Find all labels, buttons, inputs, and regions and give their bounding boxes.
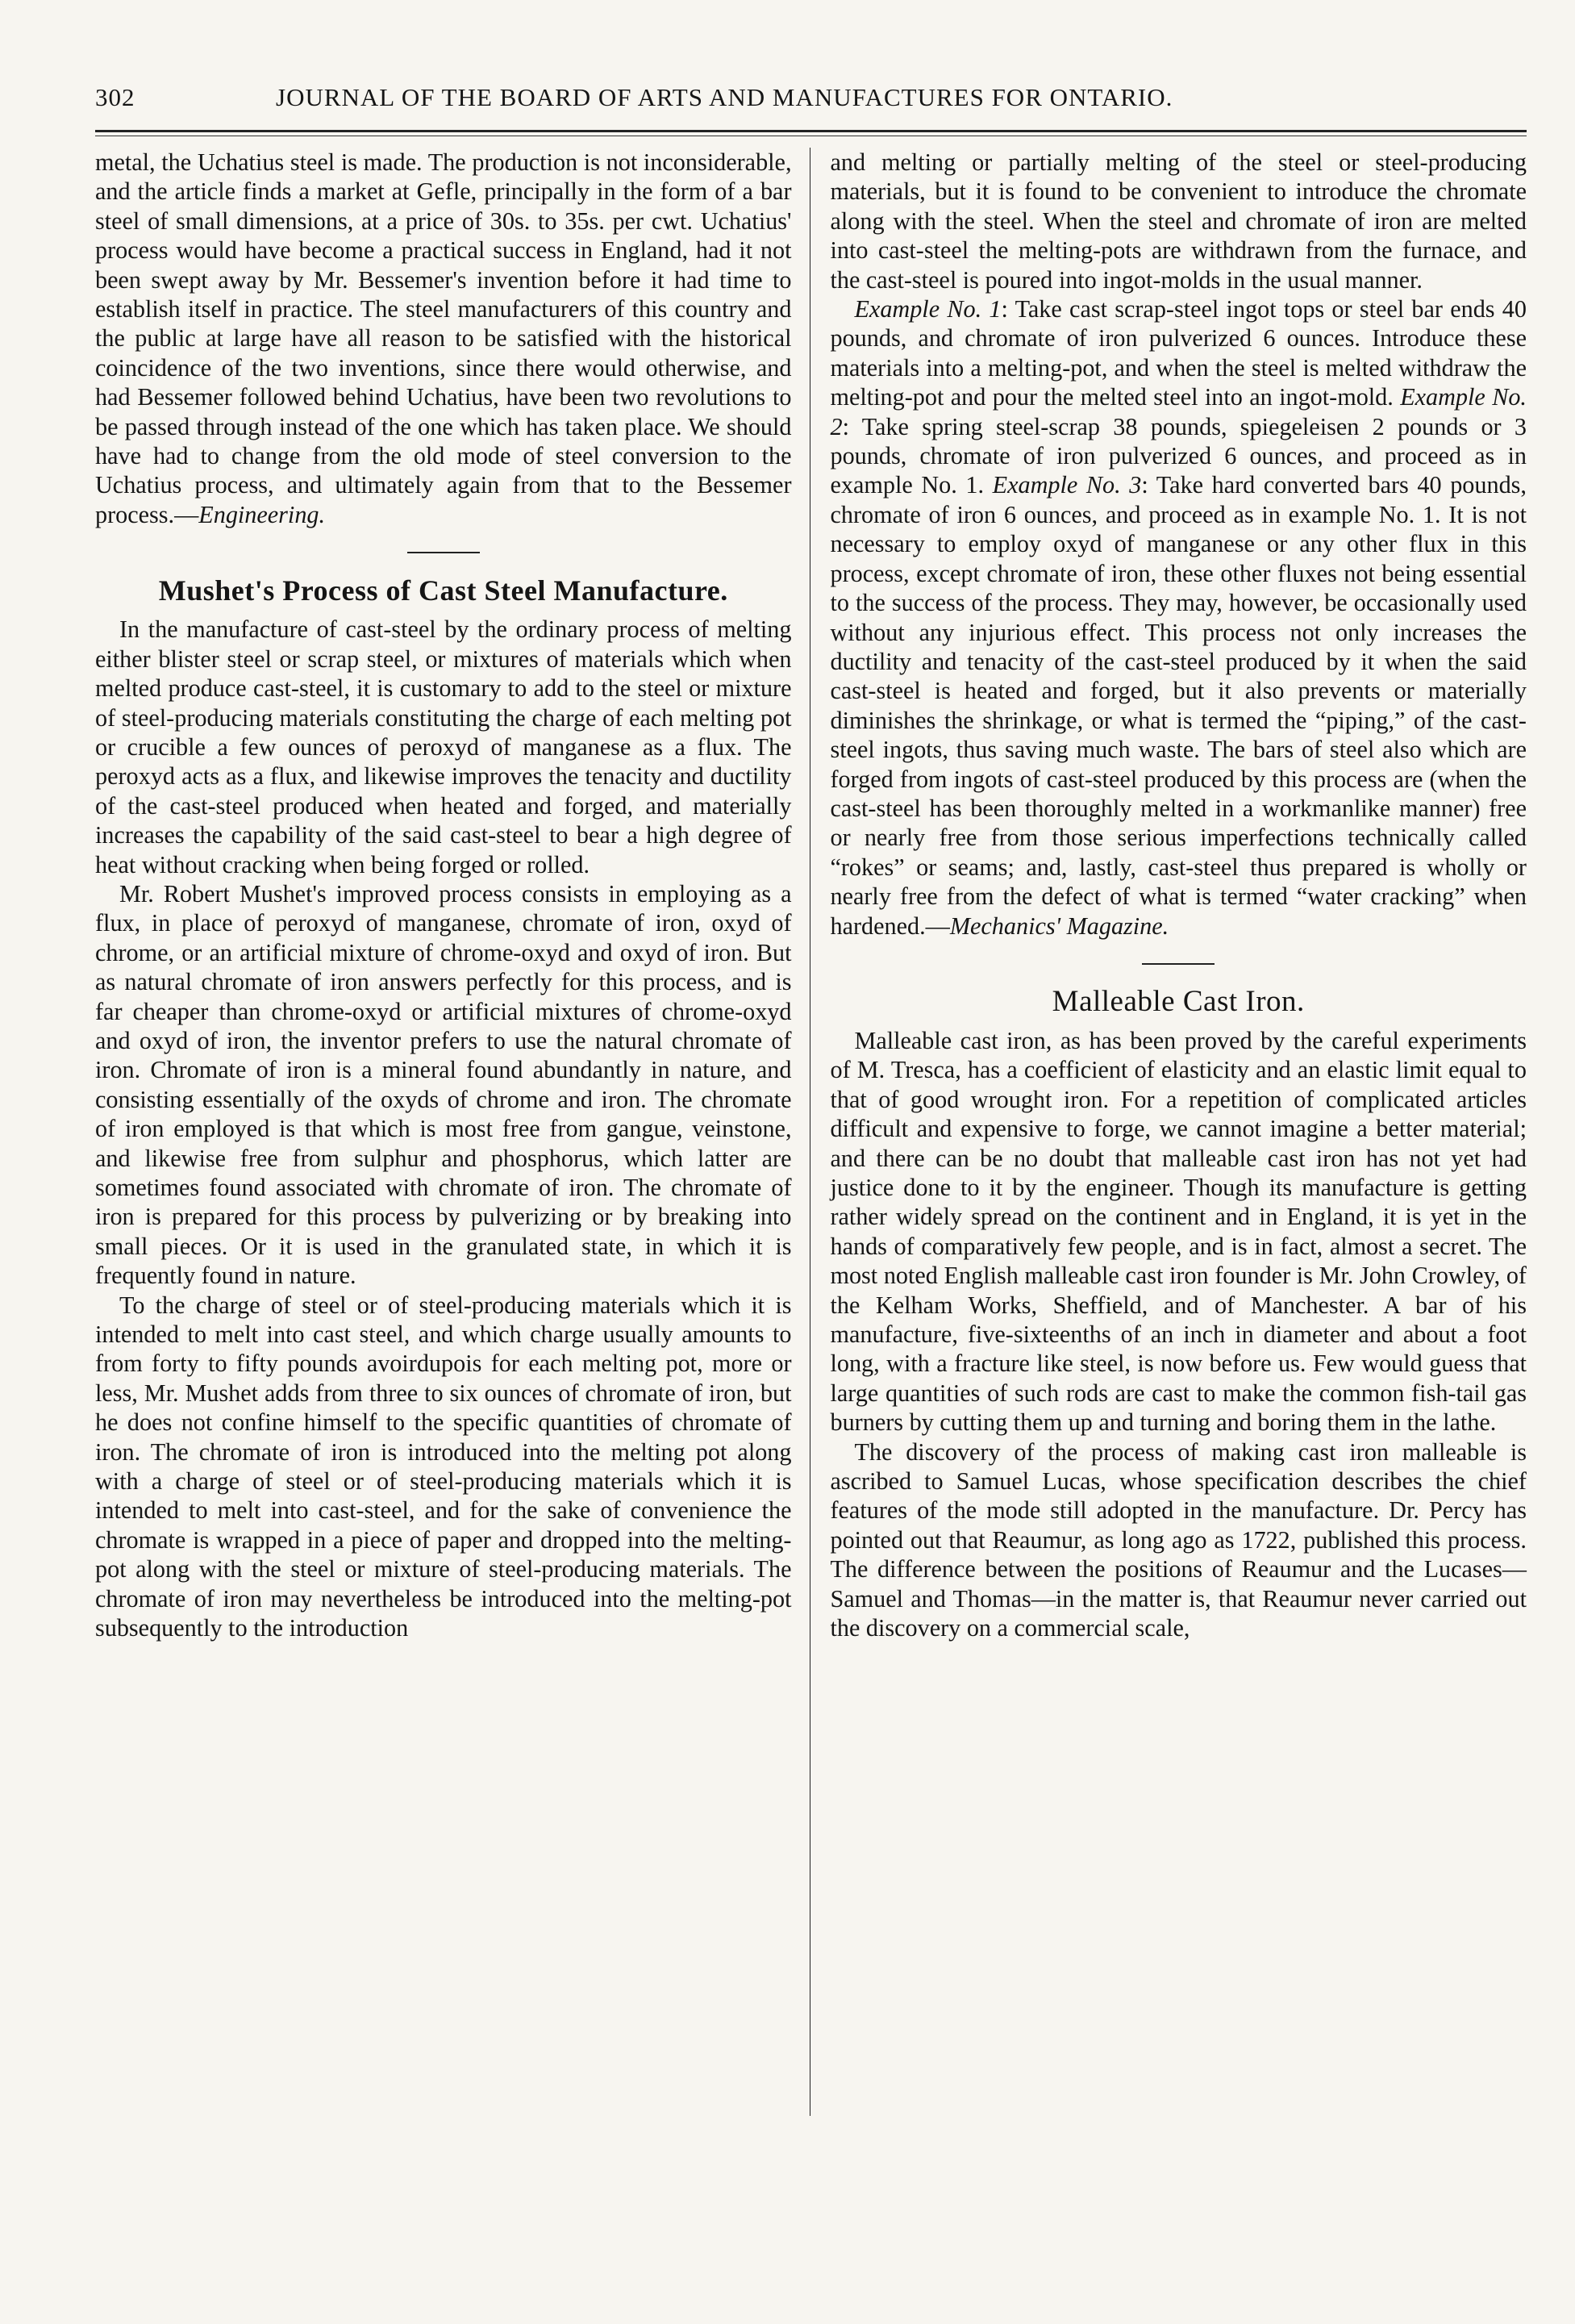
malleable-paragraph-2: The discovery of the process of making cast iron malleable is ascribed to Samuel Lucas, whose specification describes the chief features of the mode still adopted in the manufacture. Dr. Percy has pointed out that Reaumur, as long ago as 1722, published this process. The difference between the positions of Reaumur and the Lucases—Samuel and Thomas—in the matter is, that Reaumur never carried out the discovery on a commercial scale, <box>830 1437 1527 1642</box>
running-head: JOURNAL OF THE BOARD OF ARTS AND MANUFACTURES FOR ONTARIO. <box>276 83 1173 111</box>
right-column <box>830 148 1527 2116</box>
uchatius-text: metal, the Uchatius steel is made. The production is not inconsiderable, and the article finds a market at Gefle, principally in the form of a bar steel of small dimensions, at a price of 30s. to 35s. per cwt. Uchatius' process would have become a practical success in England, had it not been swept away by Mr. Bessemer's invention before it had time to establish itself in practice. The steel manufacturers of this country and the public at large have all reason to be satisfied with the historical coincidence of the two inventions, since there would otherwise, and had Bessemer followed behind Uchatius, have been two revolutions to be passed through instead of the one which has taken place. We should have had to change from the old mode of steel conversion to the Uchatius process, and ultimately again from that to the Bessemer process.— <box>95 148 792 528</box>
column-divider <box>810 148 811 2116</box>
uchatius-paragraph <box>95 148 792 529</box>
mushet-paragraph-2: Mr. Robert Mushet's improved process consists in employing as a flux, in place of peroxyd of manganese, chromate of iron, oxyd of chrome, or an artificial mixture of chrome-oxyd and oxyd of iron. But as natural chromate of iron answers perfectly for this process, and is far cheaper than chrome-oxyd or artificial mixtures of chrome-oxyd and oxyd of iron, the inventor prefers to use the natural chromate of iron. Chromate of iron is a mineral found abundantly in nature, and consisting essentially of the oxyds of chrome and iron. The chromate of iron employed is that which is most free from gangue, veinstone, and likewise free from sulphur and phosphorus, which latter are sometimes found associated with chromate of iron. The chromate of iron is prepared for this process by pulverizing or by breaking into small pieces. Or it is used in the granulated state, in which it is frequently found in nature. <box>95 879 792 1290</box>
example-3-label: Example No. 3 <box>992 471 1142 499</box>
malleable-paragraph-1: Malleable cast iron, as has been proved by the careful experiments of M. Tresca, has a coefficient of elasticity and an elastic limit equal to that of good wrought iron. For a repetition of complicated articles difficult and expensive to forge, we cannot imagine a better material; and there can be no doubt that malleable cast iron has not yet had justice done to it by the engineer. Though its manufacture is getting rather widely spread on the continent and in England, it is yet in the hands of comparatively few people, and is in fact, almost a secret. The most noted English malleable cast iron founder is Mr. John Crowley, of the Kelham Works, Sheffield, and of Manchester. A bar of his manufacture, five-sixteenths of an inch in diameter and about a foot long, with a fracture like steel, is now before us. Few would guess that large quantities of such rods are cast to make the common fish-tail gas burners by cutting them up and turning and boring them in the lathe. <box>830 1026 1527 1437</box>
mushet-continuation: and melting or partially melting of the steel or steel-producing materials, but it is found to be convenient to introduce the chromate along with the steel. When the steel and chromate of iron are melted into cast-steel the melting-pots are withdrawn from the furnace, and the cast-steel is poured into ingot-molds in the usual manner. <box>830 148 1527 294</box>
example-2-label: Example No. 2 <box>830 383 1527 440</box>
example-3-text: : Take hard converted bars 40 pounds, chromate of iron 6 ounces, and proceed as in example No. 1. It is not necessary to employ oxyd of manganese or any other flux in this process, except chromate of iron, these other fluxes not being essential to the success of the process. They may, however, be occasionally used without any injurious effect. This process not only increases the ductility and tenacity of the cast-steel produced by it when the said cast-steel is heated and forged, but it also prevents or materially diminishes the shrinkage, or what is termed the “piping,” of the cast-steel ingots, thus saving much waste. The bars of steel also which are forged from ingots of cast-steel produced by this process are (when the cast-steel has been thoroughly melted in a workmanlike manner) free or nearly free from those serious imperfections technically called “rokes” or seams; and, lastly, cast-steel thus prepared is wholly or nearly free from the defect of what is termed “water cracking” when hardened.— <box>830 471 1527 940</box>
page-number: 302 <box>95 83 135 111</box>
source-engineering: Engineering. <box>198 500 326 528</box>
examples-paragraph <box>830 294 1527 941</box>
source-mechanics-magazine: Mechanics' Magazine. <box>949 912 1169 940</box>
mushet-article-title: Mushet's Process of Cast Steel Manufacture. <box>158 574 728 607</box>
left-column <box>95 148 810 2116</box>
section-divider-2 <box>1142 963 1215 965</box>
example-1-label: Example No. 1 <box>854 295 1002 323</box>
two-column-body <box>95 148 1527 2116</box>
page-header <box>95 85 1527 120</box>
example-1-text: : Take cast scrap-steel ingot tops or steel bar ends 40 pounds, and chromate of iron pulverized 6 ounces. Introduce these materials into a melting-pot, and when the steel is melted withdraw the melting-pot and pour the melted steel into an ingot-mold. <box>830 295 1527 411</box>
header-rule <box>95 130 1527 132</box>
malleable-article-title: Malleable Cast Iron. <box>1052 984 1305 1018</box>
mushet-paragraph-1: In the manufacture of cast-steel by the ordinary process of melting either blister steel or scrap steel, or mixtures of materials which when melted produce cast-steel, it is customary to add to the steel or mixture of steel-producing materials constituting the charge of each melting pot or crucible a few ounces of peroxyd of manganese as a flux. The peroxyd acts as a flux, and likewise improves the tenacity and ductility of the cast-steel produced when heated and forged, and materially increases the capability of the said cast-steel to bear a high degree of heat without cracking when being forged or rolled. <box>95 615 792 878</box>
section-divider <box>407 552 480 553</box>
example-2-text: : Take spring steel-scrap 38 pounds, spiegeleisen 2 pounds or 3 pounds, chromate of iron pulverized 6 ounces, and proceed as in example No. 1. <box>830 412 1527 499</box>
mushet-paragraph-3: To the charge of steel or of steel-producing materials which it is intended to melt into cast steel, and which charge usually amounts to from forty to fifty pounds avoirdupois for each melting pot, more or less, Mr. Mushet adds from three to six ounces of chromate of iron, but he does not confine himself to the specific quantities of chromate of iron. The chromate of iron is introduced into the melting pot along with a charge of steel or of steel-producing materials which it is intended to melt into cast-steel, and for the sake of convenience the chromate is wrapped in a piece of paper and dropped into the melting-pot along with the steel or mixture of steel-producing materials. The chromate of iron may nevertheless be introduced into the melting-pot subsequently to the introduction <box>95 1291 792 1642</box>
